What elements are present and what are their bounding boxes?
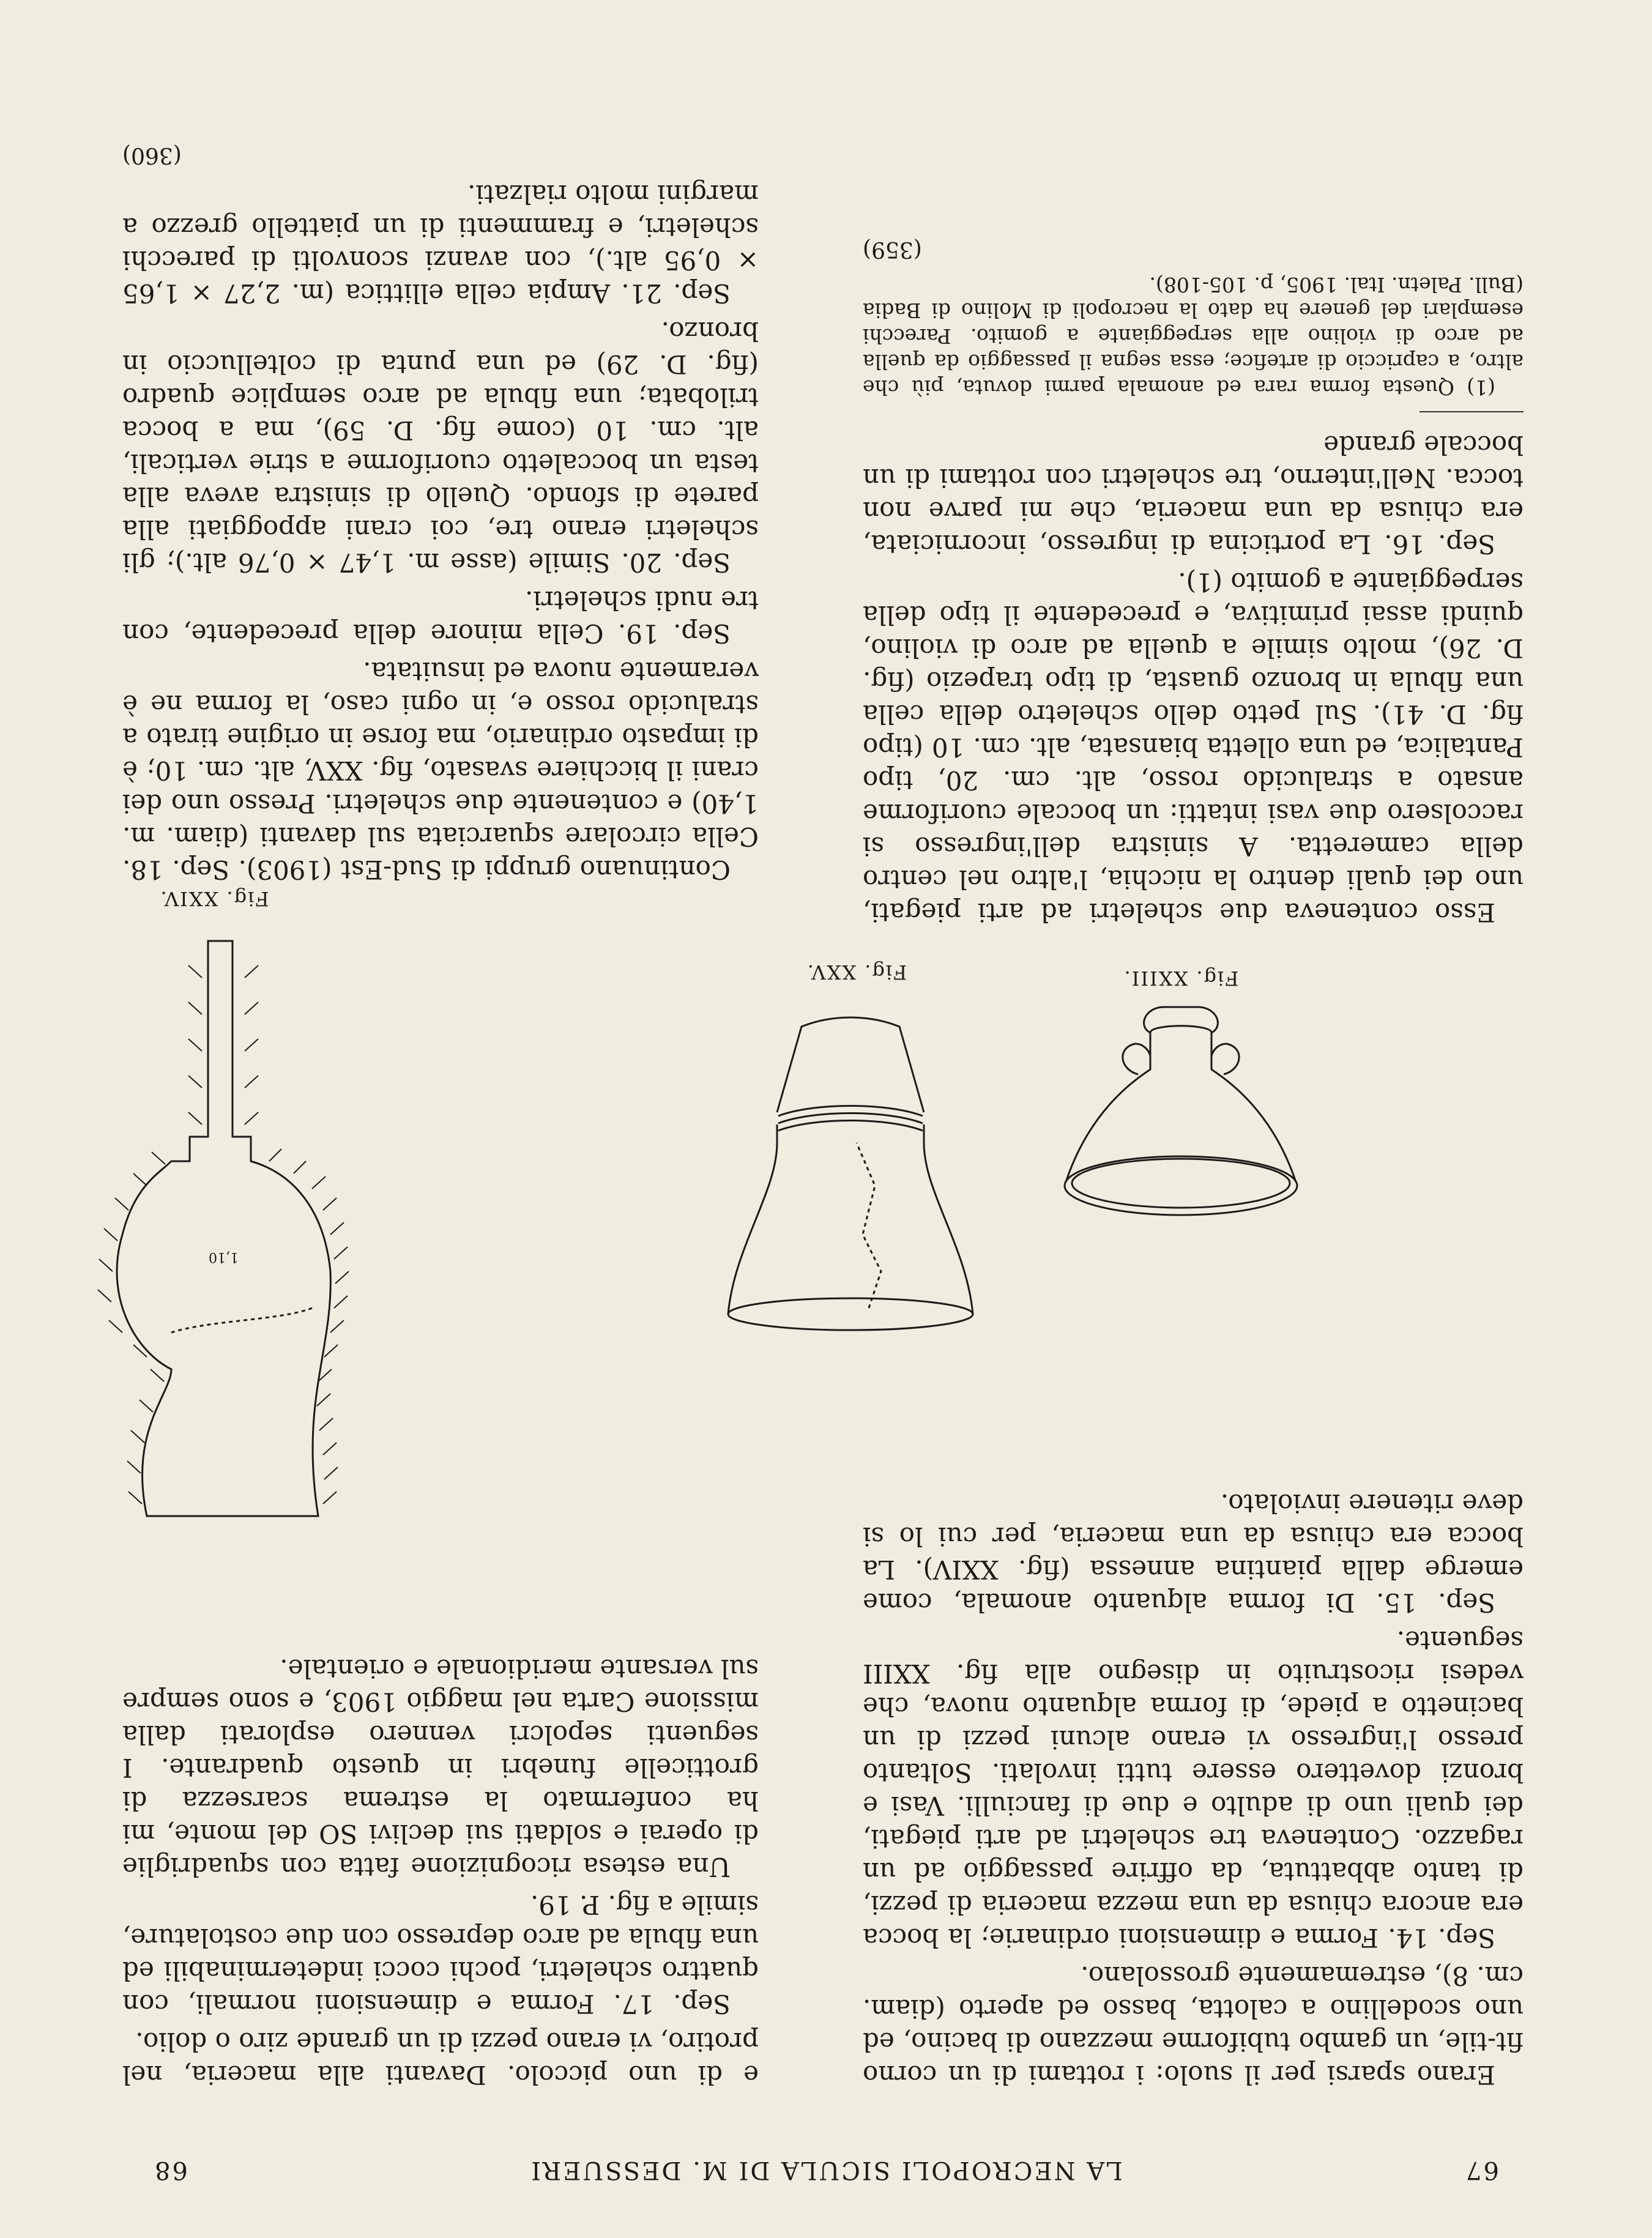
paragraph: Erano sparsi per il suolo: i rottami di un corno fit-tile, un gambo tubiforme mezzano di bacino, ed uno scodellino a calotta, basso ed aperto (diam. cm. 8), estremamente grossolano. [863, 1961, 1524, 2090]
page-reference-left: (359) [863, 237, 922, 262]
page-reference-right: (360) [122, 143, 182, 168]
fig-xxv-caption: Fig. XXV. [806, 961, 907, 984]
page-number-right: 68 [153, 2156, 188, 2184]
page-number-left: 67 [1464, 2156, 1499, 2184]
running-title: LA NECROPOLI SICULA DI M. DESSUERI [529, 2156, 1123, 2184]
paragraph: e di uno piccolo. Davanti alla maceria, nel protiro, vi erano pezzi di un grande ziro o dolio. [122, 2027, 759, 2090]
fig-xxiv-caption: Fig. XXIV. [159, 887, 269, 910]
paragraph: Sep. 14. Forma e dimensioni ordinarie; la bocca era ancora chiusa da una mezza maceria di pezzi, di tanto abbattuta, da offrire passaggio ad un ragazzo. Conteneva tre scheletri ad arti piegati, dei quali uno di adulto e due di fanciulli. Vasi e bronzi dovettero essere tutti involati. Soltanto presso l'ingresso vi erano alcuni pezzi di un bacinetto a piede, di forma alquanto nuova, che vedesi ricostruito in disegno alla fig. XXIII seguente. [863, 1626, 1524, 1953]
footnote: (1) Questa forma rara ed anomala parmi dovuta, più che altro, a capriccio di artefice; essa segna il passaggio da quella ad arco di violino alla serpeggiante a gomito. Parecchi esemplari del genere ha dato la necropoli di Molino di Badia (Bull. Paletn. Ital. 1905, p. 105-108). [863, 273, 1524, 400]
paragraph: Sep. 16. La porticina di ingresso, incorniciata, era chiusa da una maceria, che mi parve non tocca. Nell'interno, tre scheletri con rottami di un boccale grande [863, 430, 1524, 559]
paragraph: Una estesa ricognizione fatta con squadriglie di operai e soldati sui declivi SO del monte, mi ha confermato la estrema scarsezza di grotticelle funebri in questo quadrante. I seguenti sepolcri vennero esplorati dalla missione Carta nel maggio 1903, e sono sempre sul versante meridionale e orientale. [122, 1654, 759, 1882]
paragraph: Sep. 20. Simile (asse m. 1,47 × 0,76 alt.); gli scheletri erano tre, coi crani appoggiati alla parete di sfondo. Quello di sinistra aveva alla testa un boccaletto cuoriforme a strie verticali, alt. cm. 10 (come fig. D. 59), ma a bocca trilobata; una fibula ad arco semplice quadro (fig. D. 29) ed una punta di coltelluccio in bronzo. [122, 316, 759, 578]
left-column-bottom [863, 232, 1524, 929]
paragraph: Esso conteneva due scheletri ad arti piegati, uno dei quali dentro la nicchia, l'altro nel centro della cameretta. A sinistra dell'ingresso si raccolsero due vasi intatti: un boccale cuoriforme ansato a stralucido rosso, alt. cm. 20, tipo Pantalica, ed una olletta biansata, alt. cm. 10 (tipo fig. D. 41). Sul petto dello scheletro della cella una fibula in bronzo guasta, di tipo trapezio (fig. D. 26), molto simile a quella ad arco di violino, quindi assai primitiva, e precedente il tipo della serpeggiante a gomito (1). [863, 567, 1524, 928]
left-column-top [863, 1487, 1524, 2091]
paragraph: Sep. 21. Ampia cella ellittica (m. 2,27 × 1,65 × 0,95 alt.), con avanzi sconvolti di parecchi scheletri, e frammenti di un piattello grezzo a margini molto rialzati. [122, 179, 759, 308]
paragraph: Sep. 19. Cella minore della precedente, con tre nudi scheletri. [122, 586, 759, 649]
paragraph: Sep. 15. Di forma alquanto anomala, come emerge dalla piantina annessa (fig. XXIV). La bocca era chiusa da una maceria, per cui lo si deve ritenere inviolato. [863, 1489, 1524, 1618]
right-column-top [122, 1652, 759, 2091]
right-column-bottom [122, 138, 759, 886]
footnote-rule [1419, 411, 1524, 412]
fig-xxiii-caption: Fig. XXIII. [1123, 967, 1239, 990]
paragraph: Continuano gruppi di Sud-Est (1903). Sep. 18. Cella circolare squarciata sul davanti (diam. m. 1,40) e contenente due scheletri. Presso uno dei crani il bicchiere svasato, fig. XXV, alt. cm. 10; è di impasto ordinario, ma forse in origine tirato a stralucido rosso e, in ogni caso, la forma ne è veramente nuova ed insuitata. [122, 656, 759, 885]
fig-xxiv-tomb-plan [49, 904, 392, 1553]
paragraph: Sep. 17. Forma e dimensioni normali, con quattro scheletri, pochi cocci indeterminabili ed una fibula ad arco depresso con due costolature, simile a fig. P. 19. [122, 1890, 759, 2019]
plan-dimension-label: 1,10 [209, 1249, 239, 1265]
fig-xxv-beaker-drawing [710, 1002, 991, 1345]
fig-xxiii-basin-drawing [1052, 1002, 1309, 1235]
